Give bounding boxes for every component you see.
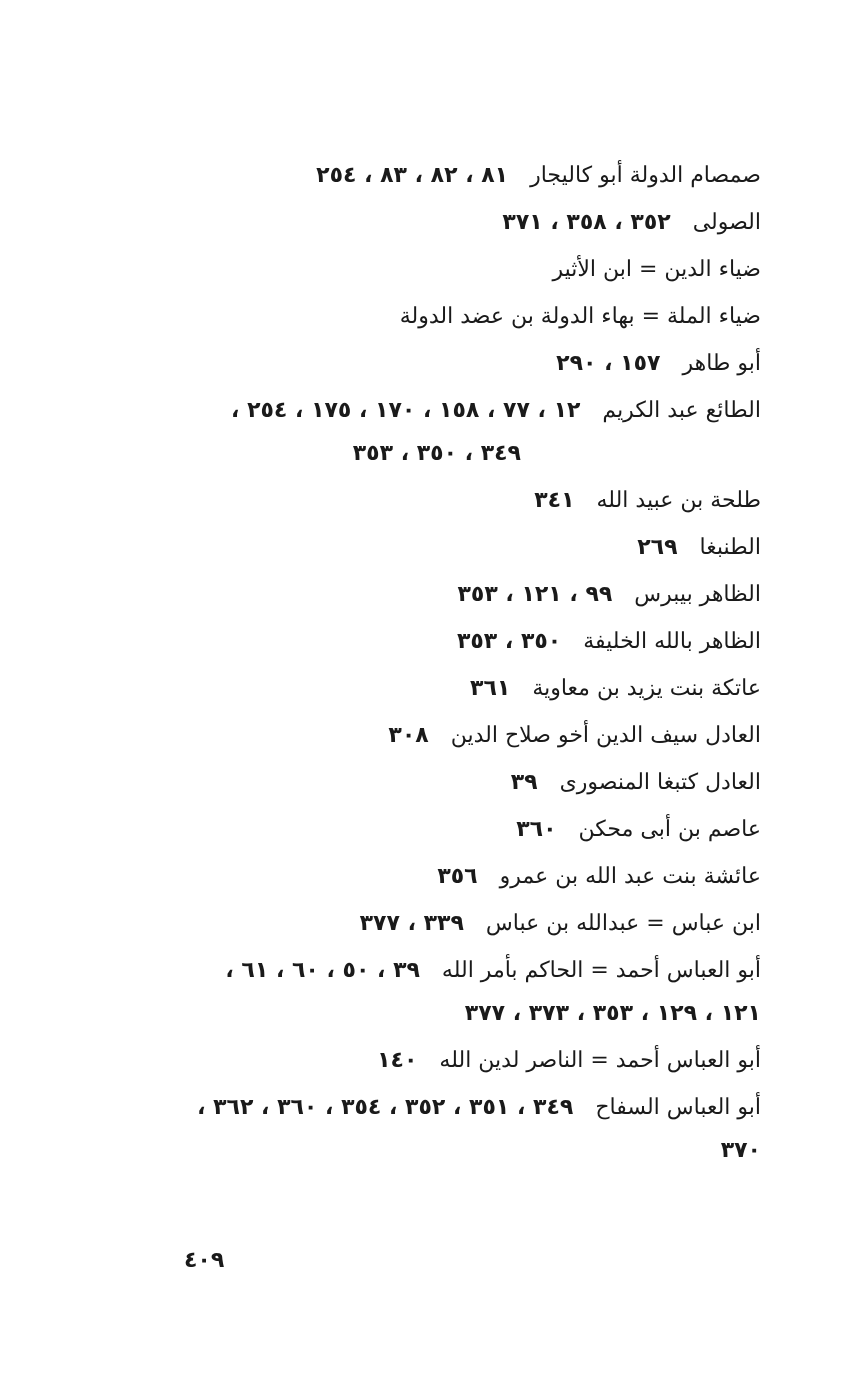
entry-pages-continued: ٣٤٩ ، ٣٥٠ ، ٣٥٣ — [352, 441, 521, 466]
entry-name: الظاهر بالله الخليفة — [583, 629, 761, 654]
index-entry — [121, 665, 761, 712]
index-entry — [121, 618, 761, 665]
index-entry — [121, 340, 761, 387]
index-entry — [121, 712, 761, 759]
entry-pages: ٣٦٠ — [516, 817, 557, 842]
entry-pages: ٣٦١ — [470, 676, 511, 701]
entry-pages: ١٢ ، ٧٧ ، ١٥٨ ، ١٧٠ ، ١٧٥ ، ٢٥٤ ، — [231, 398, 581, 423]
entry-pages-continued: ١٢١ ، ١٢٩ ، ٣٥٣ ، ٣٧٣ ، ٣٧٧ — [464, 1001, 761, 1026]
entry-name: أبو العباس السفاح — [595, 1095, 761, 1120]
entry-pages: ٣٥٦ — [437, 864, 478, 889]
entry-name: أبو العباس أحمد = الناصر لدين الله — [439, 1048, 761, 1073]
entry-name: الطنبغا — [699, 535, 761, 560]
entry-name: ضياء الدين = ابن الأثير — [552, 257, 761, 282]
entry-pages: ٣٤٩ ، ٣٥١ ، ٣٥٢ ، ٣٥٤ ، ٣٦٠ ، ٣٦٢ ، — [197, 1095, 574, 1120]
entry-name: عاصم بن أبى محكن — [578, 817, 761, 842]
entry-name: الطائع عبد الكريم — [602, 398, 761, 423]
index-entry — [121, 524, 761, 571]
index-entry — [121, 246, 761, 293]
entry-name: العادل سيف الدين أخو صلاح الدين — [450, 723, 761, 748]
index-entry — [121, 853, 761, 900]
page-number: ٤٠٩ — [184, 1248, 225, 1273]
index-entry — [121, 571, 761, 618]
entry-name: العادل كتبغا المنصورى — [559, 770, 761, 795]
index-entry — [121, 152, 761, 199]
index-entry — [121, 900, 761, 947]
entry-name: الصولى — [692, 210, 761, 235]
name-index-list — [121, 152, 761, 1174]
index-entry — [121, 477, 761, 524]
entry-name: عائشة بنت عبد الله بن عمرو — [499, 864, 761, 889]
entry-name: ابن عباس = عبدالله بن عباس — [485, 911, 761, 936]
entry-pages-continued: ٣٧٠ — [720, 1138, 761, 1163]
entry-pages: ٣٠٨ — [388, 723, 429, 748]
entry-pages: ٣٣٩ ، ٣٧٧ — [359, 911, 464, 936]
entry-pages: ٣٥٢ ، ٣٥٨ ، ٣٧١ — [502, 210, 671, 235]
entry-pages: ٣٩ ، ٥٠ ، ٦٠ ، ٦١ ، — [225, 958, 420, 983]
entry-pages: ٨١ ، ٨٢ ، ٨٣ ، ٢٥٤ — [316, 163, 509, 188]
entry-name: أبو العباس أحمد = الحاكم بأمر الله — [441, 958, 761, 983]
entry-name: الظاهر بيبرس — [634, 582, 761, 607]
index-entry — [121, 806, 761, 853]
entry-pages: ٣٩ — [510, 770, 538, 795]
entry-name: عاتكة بنت يزيد بن معاوية — [532, 676, 761, 701]
entry-pages: ٩٩ ، ١٢١ ، ٣٥٣ — [457, 582, 613, 607]
index-entry — [121, 947, 761, 1037]
entry-name: طلحة بن عبيد الله — [596, 488, 761, 513]
index-entry — [121, 199, 761, 246]
index-entry — [121, 387, 761, 477]
index-entry — [121, 1084, 761, 1174]
entry-pages: ٣٥٠ ، ٣٥٣ — [456, 629, 562, 654]
entry-pages: ٣٤١ — [534, 488, 575, 513]
entry-name: صمصام الدولة أبو كاليجار — [530, 163, 761, 188]
entry-name: ضياء الملة = بهاء الدولة بن عضد الدولة — [399, 304, 761, 329]
entry-pages: ١٤٠ — [377, 1048, 418, 1073]
entry-name: أبو طاهر — [682, 351, 761, 376]
index-entry — [121, 293, 761, 340]
entry-pages: ١٥٧ ، ٢٩٠ — [556, 351, 661, 376]
entry-pages: ٢٦٩ — [637, 535, 678, 560]
index-entry — [121, 759, 761, 806]
index-entry — [121, 1037, 761, 1084]
